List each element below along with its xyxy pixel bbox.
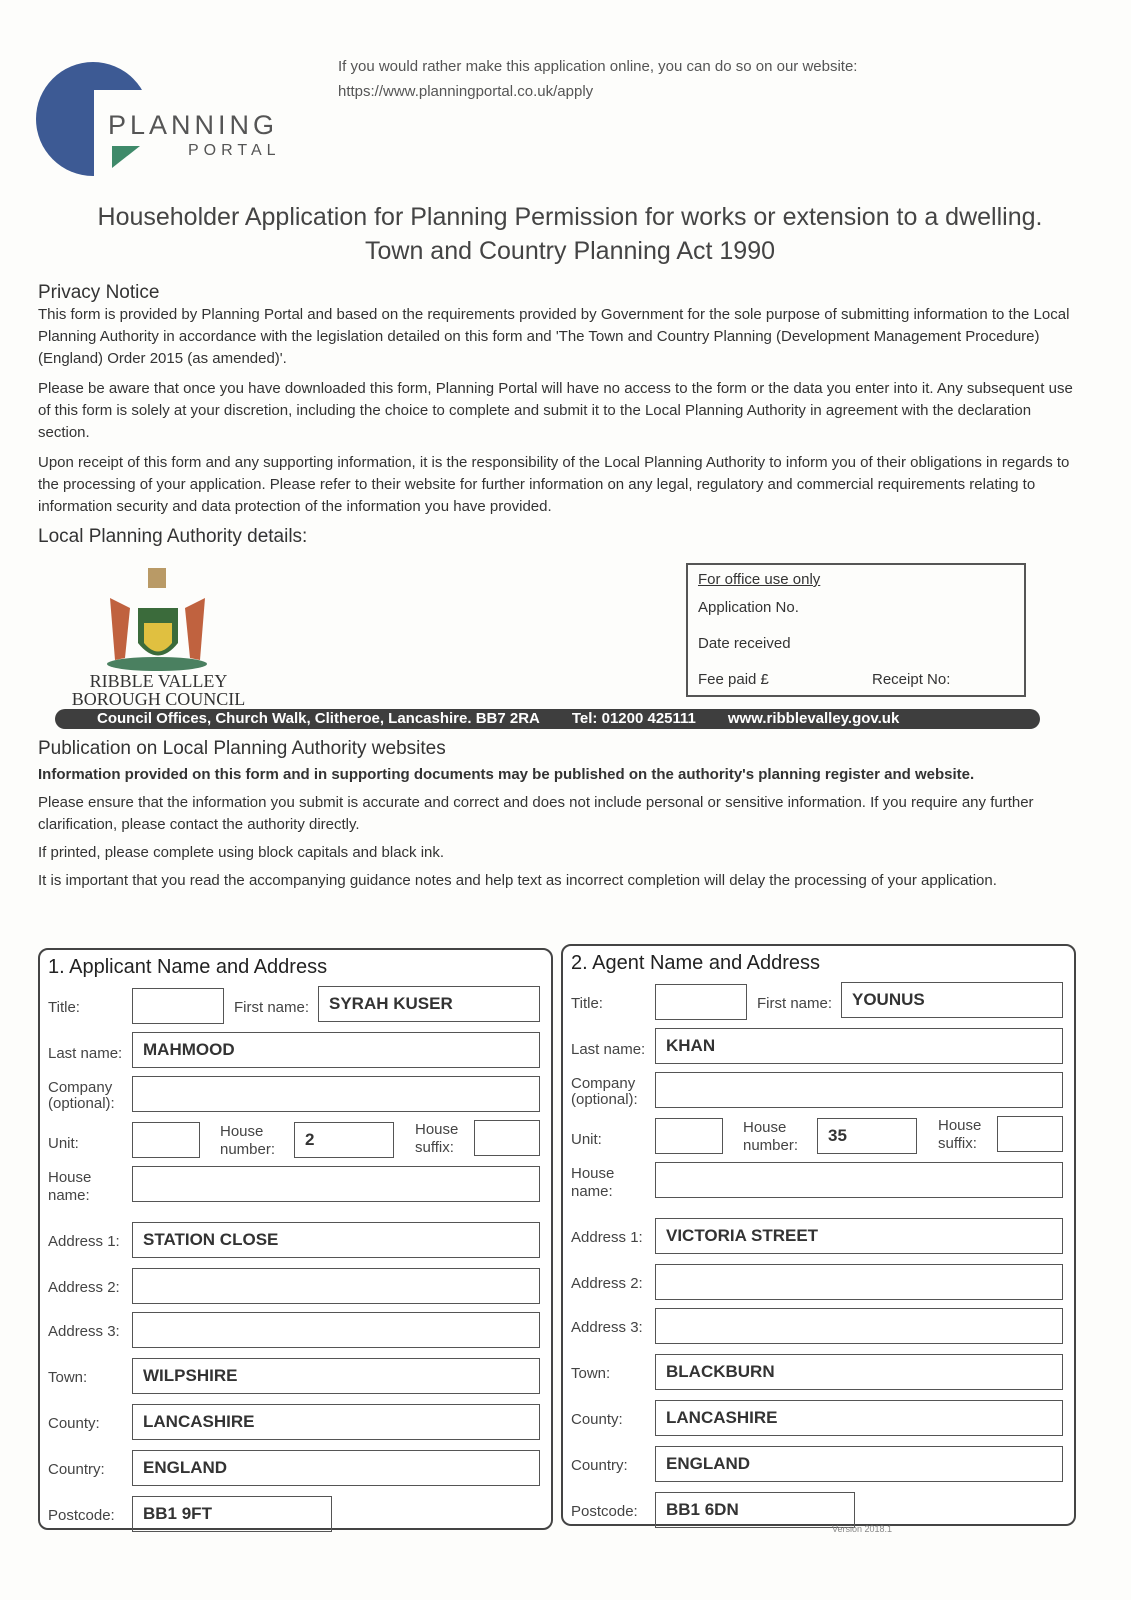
privacy-notice [38,282,1078,548]
publication-paragraph: Please ensure that the information you submit is accurate and correct and does not include personal or sensitive information. If you require any further clarification, please contact the authority directly. [38,794,1034,833]
town-field[interactable]: WILPSHIRE [132,1358,540,1394]
house-name-label: name: [571,1183,613,1200]
company-label: Company [571,1075,636,1092]
house-number-label: House [220,1123,264,1140]
office-use-box [686,563,1026,697]
house-name-label: name: [48,1187,90,1204]
council-contact-banner [55,709,1040,729]
country-field[interactable]: ENGLAND [655,1446,1063,1482]
country-field[interactable]: ENGLAND [132,1450,540,1486]
country-label: Country: [571,1457,628,1474]
agent-panel-heading: 2. Agent Name and Address [571,952,821,974]
first-name-field[interactable]: YOUNUS [841,982,1063,1018]
publication-paragraph: If printed, please complete using block capitals and black ink. [38,844,445,861]
lpa-heading: Local Planning Authority details: [38,526,308,547]
council-name [66,672,251,708]
office-use-heading: For office use only [698,571,821,588]
coat-of-arms-icon [90,568,225,673]
privacy-paragraph: Please be aware that once you have downloaded this form, Planning Portal will have no access to the form or the data you enter into it. Any subsequent use of this form is solely at your discretion, including the choice to complete and submit it to the Local Planning Authority in agreement with the declaration section. [38,380,1073,441]
address2-field[interactable] [655,1264,1063,1300]
house-number-label: number: [743,1137,799,1154]
county-label: County: [571,1411,623,1428]
applicant-panel-heading: 1. Applicant Name and Address [48,956,328,978]
applicant-name-address-panel [38,948,553,1530]
house-number-label: number: [220,1141,276,1158]
house-name-label: House [571,1165,615,1182]
title-label: Title: [571,995,603,1012]
county-field[interactable]: LANCASHIRE [132,1404,540,1440]
house-name-field[interactable] [132,1166,540,1202]
date-received-label: Date received [698,635,791,652]
house-number-label: House [743,1119,787,1136]
address2-field[interactable] [132,1268,540,1304]
house-suffix-label: House [938,1117,982,1134]
company-field[interactable] [132,1076,540,1112]
privacy-paragraph: This form is provided by Planning Portal and based on the requirements provided by Government for the sole purpose of submitting information to the Local Planning Authority in accordance with the legislation detailed on this form and 'The Town and Country Planning (Development Management Procedure) (England) Order 2015 (as amended)'. [38,306,1070,367]
address2-label: Address 2: [48,1279,120,1296]
logo-subtext: PORTAL [188,142,281,159]
house-suffix-label: suffix: [415,1139,454,1156]
postcode-field[interactable]: BB1 9FT [132,1496,332,1532]
address1-field[interactable]: VICTORIA STREET [655,1218,1063,1254]
town-label: Town: [48,1369,88,1386]
company-field[interactable] [655,1072,1063,1108]
postcode-label: Postcode: [571,1503,638,1520]
agent-name-address-panel [561,944,1076,1526]
form-subtitle: Town and Country Planning Act 1990 [365,237,775,265]
unit-label: Unit: [48,1135,79,1152]
last-name-label: Last name: [571,1041,646,1058]
privacy-paragraph: Upon receipt of this form and any supporting information, it is the responsibility of the Local Planning Authority to inform you of their obligations in regards to the processing of your application. Please refer to their website for further information on any legal, regulatory and commercial requirements relating to information security and data protection of the information you have provided. [38,454,1070,515]
house-number-field[interactable]: 35 [817,1118,917,1154]
address1-label: Address 1: [571,1229,643,1246]
logo-text: PLANNING [108,110,279,140]
application-no-label: Application No. [698,599,799,616]
company-label: Company [48,1079,113,1096]
house-suffix-label: suffix: [938,1135,977,1152]
unit-field[interactable] [655,1118,723,1154]
first-name-label: First name: [234,999,310,1016]
form-title: Householder Application for Planning Permission for works or extension to a dwelling. [97,203,1043,231]
title-field[interactable] [655,984,747,1020]
address3-field[interactable] [655,1308,1063,1344]
unit-field[interactable] [132,1122,200,1158]
country-label: Country: [48,1461,105,1478]
fee-paid-label: Fee paid £ [698,671,769,688]
council-website-link[interactable]: www.ribblevalley.gov.uk [727,710,900,727]
town-label: Town: [571,1365,611,1382]
company-label: (optional): [571,1091,638,1108]
first-name-field[interactable]: SYRAH KUSER [318,986,540,1022]
publication-heading: Publication on Local Planning Authority websites [38,738,446,759]
address1-label: Address 1: [48,1233,120,1250]
planning-portal-logo [36,62,296,182]
version-label: Version 2018.1 [832,1524,893,1534]
house-suffix-label: House [415,1121,459,1138]
company-label: (optional): [48,1095,115,1112]
county-label: County: [48,1415,100,1432]
council-coat-of-arms [90,568,225,673]
council-address: Council Offices, Church Walk, Clitheroe, Lancashire. BB7 2RA [97,710,540,727]
title-label: Title: [48,999,80,1016]
privacy-heading: Privacy Notice [38,282,160,303]
house-name-field[interactable] [655,1162,1063,1198]
unit-label: Unit: [571,1131,602,1148]
address3-field[interactable] [132,1312,540,1348]
address2-label: Address 2: [571,1275,643,1292]
postcode-label: Postcode: [48,1507,115,1524]
council-name-line2: BOROUGH COUNCIL [71,689,246,709]
house-name-label: House [48,1169,92,1186]
publication-section [38,738,1068,892]
house-number-field[interactable]: 2 [294,1122,394,1158]
house-suffix-field[interactable] [997,1116,1063,1152]
last-name-field[interactable]: MAHMOOD [132,1032,540,1068]
receipt-no-label: Receipt No: [872,671,951,688]
publication-note: Information provided on this form and in supporting documents may be published on the authority's planning register and website. [38,766,975,783]
postcode-field[interactable]: BB1 6DN [655,1492,855,1528]
first-name-label: First name: [757,995,833,1012]
town-field[interactable]: BLACKBURN [655,1354,1063,1390]
online-note-text: If you would rather make this application online, you can do so on our website: [338,58,858,75]
address1-field[interactable]: STATION CLOSE [132,1222,540,1258]
address3-label: Address 3: [571,1319,643,1336]
publication-paragraph: It is important that you read the accompanying guidance notes and help text as incorrect completion will delay the processing of your application. [38,872,997,889]
online-url-link[interactable]: https://www.planningportal.co.uk/apply [338,83,594,100]
online-note [338,54,857,104]
council-phone: Tel: 01200 425111 [571,710,696,727]
last-name-field[interactable]: KHAN [655,1028,1063,1064]
last-name-label: Last name: [48,1045,123,1062]
county-field[interactable]: LANCASHIRE [655,1400,1063,1436]
title-field[interactable] [132,988,224,1024]
council-name-line1: RIBBLE VALLEY [89,671,228,691]
address3-label: Address 3: [48,1323,120,1340]
house-suffix-field[interactable] [474,1120,540,1156]
